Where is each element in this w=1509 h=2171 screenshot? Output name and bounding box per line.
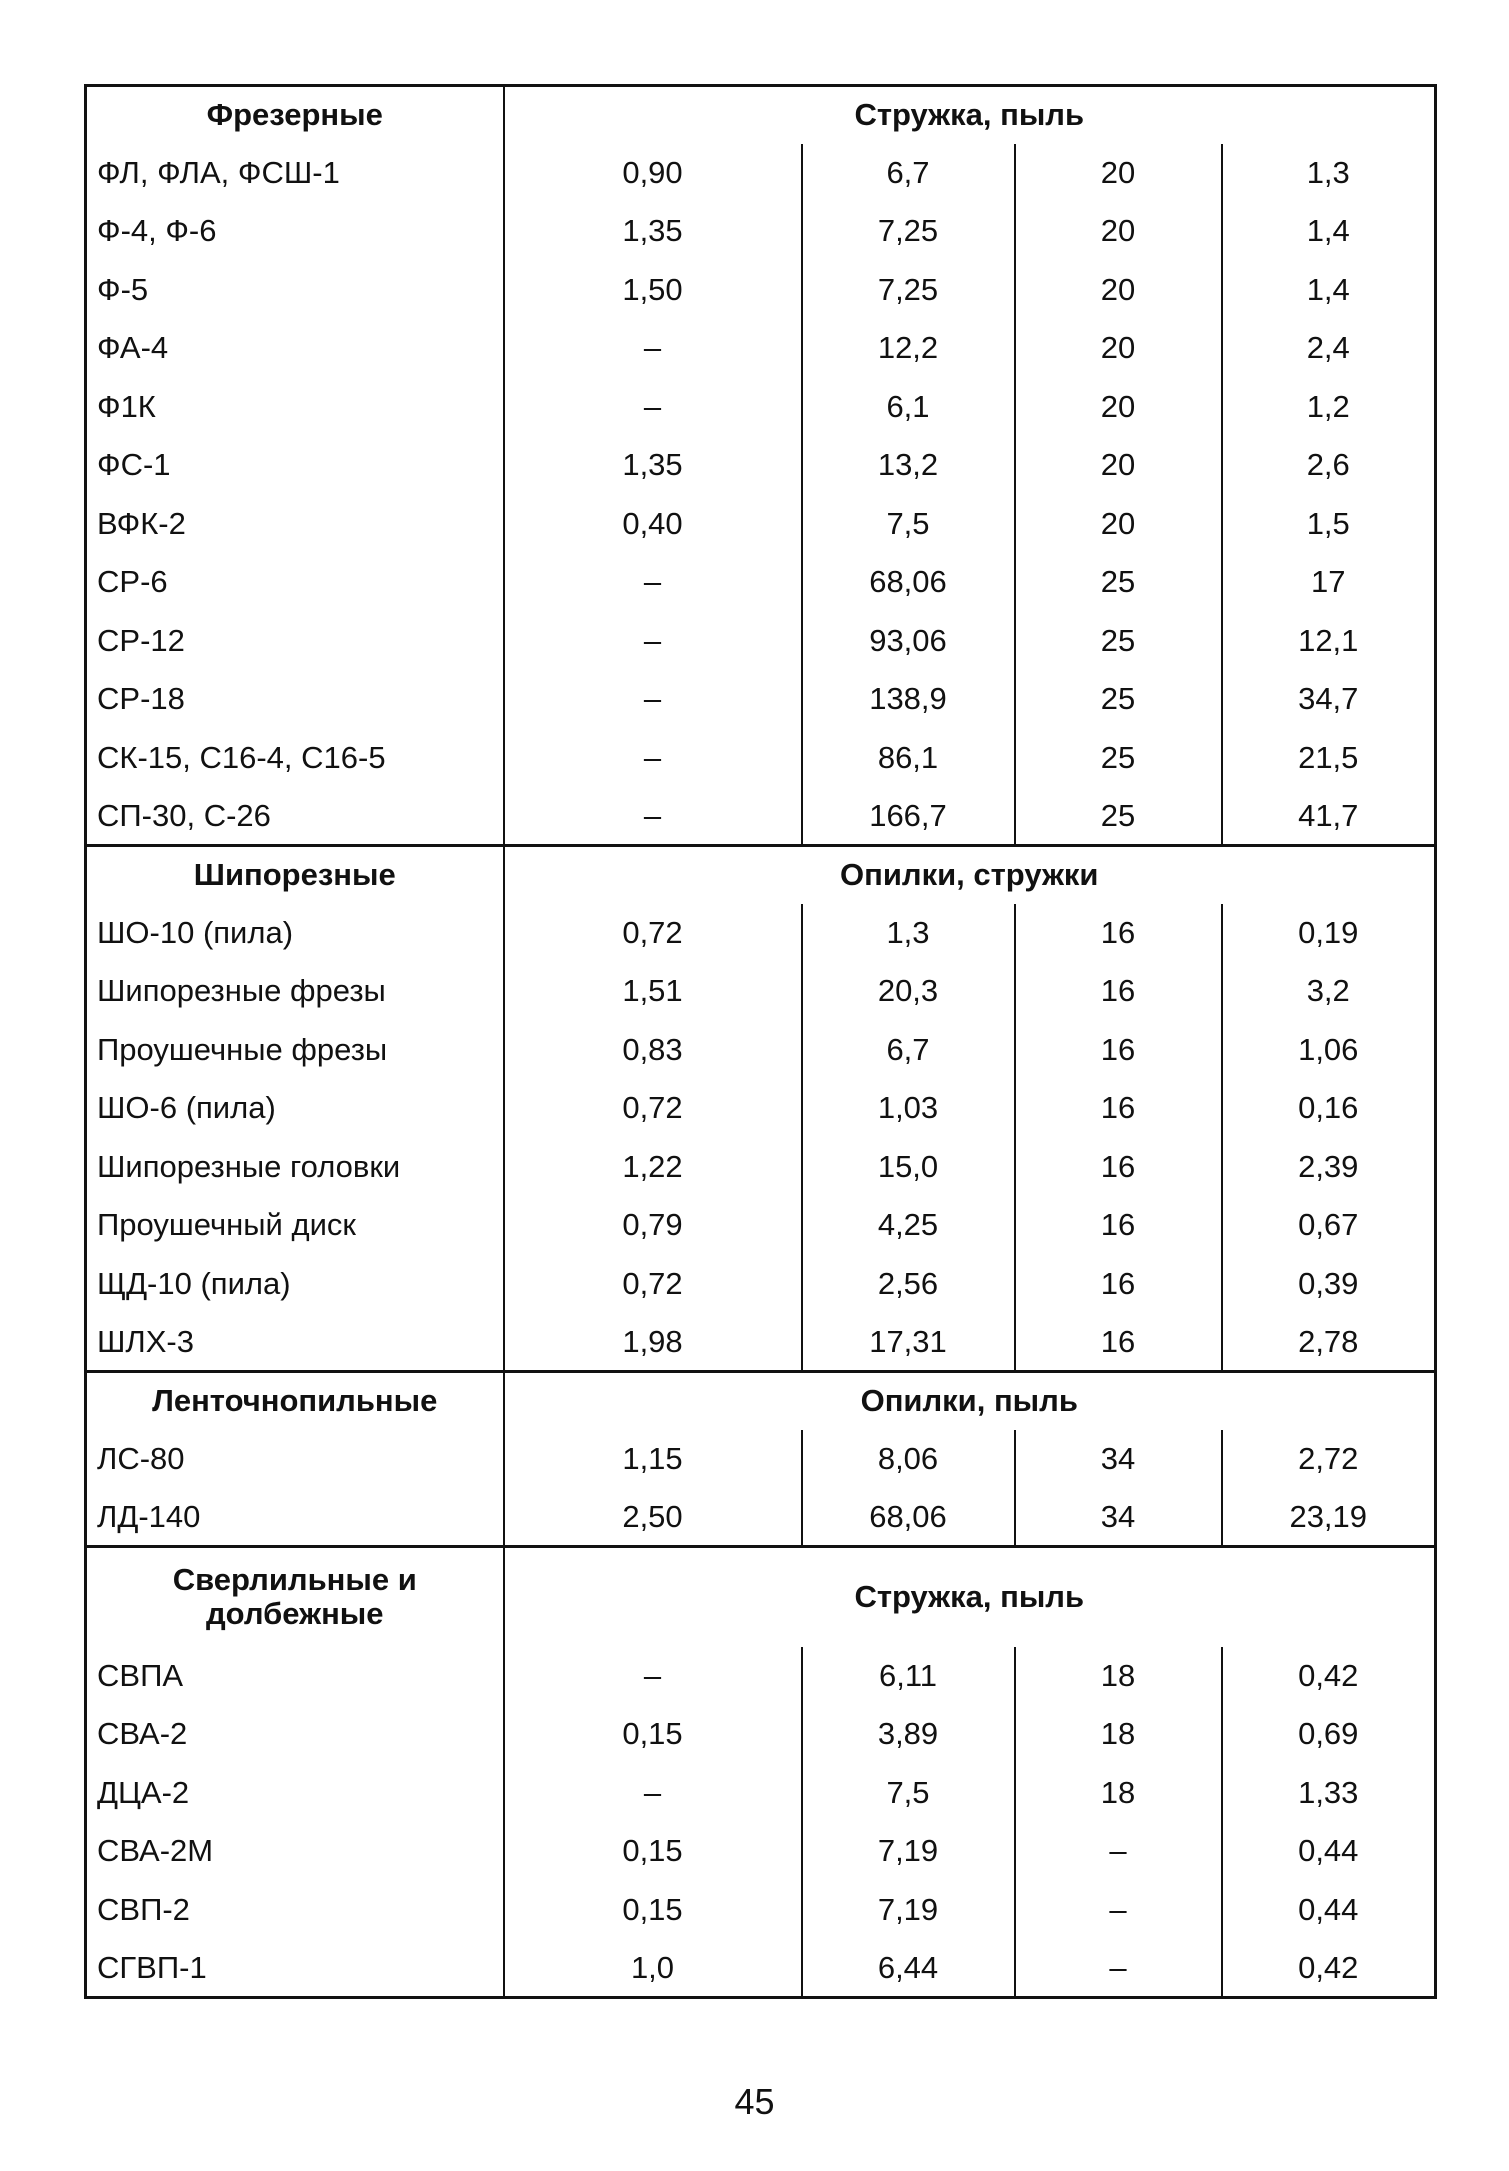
value-cell: 20 [1015,261,1222,320]
value-cell: 1,3 [802,904,1015,963]
value-cell: 1,0 [504,1939,802,1998]
machine-name-cell: Ф-4, Ф-6 [86,202,504,261]
machine-name-cell: ФС-1 [86,436,504,495]
table-row [86,1764,1436,1823]
table-row [86,1255,1436,1314]
value-cell: 25 [1015,729,1222,788]
value-cell: 166,7 [802,787,1015,846]
value-cell: 12,1 [1298,622,1359,658]
value-cell: 20 [1015,378,1222,437]
value-cell: 0,67 [1298,1207,1359,1243]
table-row [86,144,1436,203]
value-cell: 1,2 [1306,388,1350,424]
value-cell: 1,06 [1298,1031,1359,1067]
value-cell: – [504,378,802,437]
value-cell: 18 [1015,1647,1222,1706]
value-cell: 1,4 [1306,271,1350,307]
table-row [86,904,1436,963]
value-cell: 18 [1015,1705,1222,1764]
value-cell: 7,25 [802,261,1015,320]
machine-name-cell: ШО-10 (пила) [86,904,504,963]
value-cell: 0,16 [1298,1090,1359,1126]
machines-table [84,84,1437,1999]
machine-name-cell: Шипорезные головки [86,1138,504,1197]
value-cell: 0,44 [1298,1891,1359,1927]
machine-name-cell: СВА-2М [86,1822,504,1881]
value-cell: 34 [1015,1430,1222,1489]
table-row [86,1822,1436,1881]
table-row [86,962,1436,1021]
value-cell: 1,51 [504,962,802,1021]
value-cell: 1,33 [1298,1774,1359,1810]
value-cell: 1,98 [504,1313,802,1372]
waste-type-label: Стружка, пыль [854,97,1085,133]
table-row [86,1705,1436,1764]
value-cell: 20 [1015,202,1222,261]
value-cell: 2,6 [1306,447,1350,483]
table-row [86,495,1436,554]
value-cell: 17,31 [802,1313,1015,1372]
value-cell: 68,06 [802,553,1015,612]
table-row [86,436,1436,495]
value-cell: 7,19 [802,1822,1015,1881]
value-cell: 16 [1015,962,1222,1021]
value-cell: 0,42 [1298,1949,1359,1985]
table-row [86,1196,1436,1255]
machine-name-cell: СВА-2 [86,1705,504,1764]
table-row [86,378,1436,437]
value-cell: 13,2 [802,436,1015,495]
machine-name-cell: Шипорезные фрезы [86,962,504,1021]
value-cell: 1,5 [1306,505,1350,541]
value-cell: 12,2 [802,319,1015,378]
value-cell: 2,56 [802,1255,1015,1314]
value-cell: 1,35 [504,202,802,261]
table-row [86,787,1436,846]
table-row [86,261,1436,320]
value-cell: 0,15 [504,1822,802,1881]
table-row [86,553,1436,612]
value-cell: 0,72 [504,904,802,963]
table-row [86,1079,1436,1138]
value-cell: 6,11 [802,1647,1015,1706]
value-cell: 0,72 [504,1079,802,1138]
machine-name-cell: Ф-5 [86,261,504,320]
value-cell: 7,19 [802,1881,1015,1940]
value-cell: 16 [1015,1255,1222,1314]
machine-name-cell: Ф1К [86,378,504,437]
value-cell: 1,03 [802,1079,1015,1138]
value-cell: 20 [1015,495,1222,554]
table-row [86,319,1436,378]
value-cell: – [1015,1939,1222,1998]
value-cell: 20 [1015,144,1222,203]
value-cell: 25 [1015,787,1222,846]
value-cell: 0,79 [504,1196,802,1255]
value-cell: – [504,670,802,729]
value-cell: 16 [1015,1313,1222,1372]
table-row [86,612,1436,671]
value-cell: 2,78 [1298,1323,1359,1359]
value-cell: 16 [1015,1021,1222,1080]
value-cell: 21,5 [1298,739,1359,775]
value-cell: 20 [1015,319,1222,378]
value-cell: – [1015,1822,1222,1881]
value-cell: 1,22 [504,1138,802,1197]
value-cell: 25 [1015,553,1222,612]
value-cell: 0,83 [504,1021,802,1080]
table-row [86,1881,1436,1940]
group-header [86,1547,1436,1647]
value-cell: 0,39 [1298,1265,1359,1301]
value-cell: 6,44 [802,1939,1015,1998]
group-title: Шипорезные [86,846,504,904]
machine-name-cell: ВФК-2 [86,495,504,554]
value-cell: 93,06 [802,612,1015,671]
value-cell: 86,1 [802,729,1015,788]
machine-name-cell: СВПА [86,1647,504,1706]
value-cell: 20 [1015,436,1222,495]
value-cell: 15,0 [802,1138,1015,1197]
machine-name-cell: СП-30, С-26 [86,787,504,846]
value-cell: 7,5 [802,495,1015,554]
machine-name-cell: ФЛ, ФЛА, ФСШ-1 [86,144,504,203]
value-cell: 7,25 [802,202,1015,261]
machine-name-cell: ФА-4 [86,319,504,378]
group-header [86,1372,1436,1430]
value-cell: – [504,553,802,612]
value-cell: 0,69 [1298,1716,1359,1752]
machine-name-cell: ШО-6 (пила) [86,1079,504,1138]
group-header [86,86,1436,144]
value-cell: 0,90 [504,144,802,203]
value-cell: 2,39 [1298,1148,1359,1184]
machine-name-cell: СР-6 [86,553,504,612]
machine-name-cell: ШЛХ-3 [86,1313,504,1372]
table-row [86,1021,1436,1080]
value-cell: 34,7 [1298,681,1359,717]
value-cell: 6,7 [802,144,1015,203]
value-cell: – [1015,1881,1222,1940]
machine-name-cell: СР-12 [86,612,504,671]
value-cell: 3,89 [802,1705,1015,1764]
table-row [86,729,1436,788]
value-cell: – [504,1647,802,1706]
value-cell: 2,50 [504,1488,802,1547]
table-row [86,1138,1436,1197]
machines-table-body [86,86,1436,1998]
value-cell: 0,15 [504,1705,802,1764]
group-title: Фрезерные [86,86,504,144]
value-cell: 8,06 [802,1430,1015,1489]
value-cell: 17 [1311,564,1346,600]
value-cell: 2,4 [1306,330,1350,366]
machine-name-cell: ЛД-140 [86,1488,504,1547]
value-cell: 7,5 [802,1764,1015,1823]
value-cell: – [504,729,802,788]
value-cell: 18 [1015,1764,1222,1823]
table-row [86,1939,1436,1998]
value-cell: 68,06 [802,1488,1015,1547]
machine-name-cell: ЛС-80 [86,1430,504,1489]
value-cell: 23,19 [1289,1498,1368,1534]
table-row [86,670,1436,729]
table-row [86,1430,1436,1489]
value-cell: 4,25 [802,1196,1015,1255]
value-cell: 0,42 [1298,1657,1359,1693]
value-cell: 138,9 [802,670,1015,729]
group-title: Ленточнопильные [86,1372,504,1430]
value-cell: 16 [1015,1079,1222,1138]
machine-name-cell: ЩД-10 (пила) [86,1255,504,1314]
value-cell: 16 [1015,904,1222,963]
value-cell: 0,19 [1298,914,1359,950]
page-number: 45 [734,2081,775,2122]
value-cell: 16 [1015,1138,1222,1197]
value-cell: 1,15 [504,1430,802,1489]
machine-name-cell: ДЦА-2 [86,1764,504,1823]
machine-name-cell: СР-18 [86,670,504,729]
value-cell: 2,72 [1298,1440,1359,1476]
table-row [86,1488,1436,1547]
value-cell: 25 [1015,612,1222,671]
value-cell: 1,35 [504,436,802,495]
value-cell: 6,7 [802,1021,1015,1080]
value-cell: 0,15 [504,1881,802,1940]
value-cell: 3,2 [1306,973,1350,1009]
table-row [86,1313,1436,1372]
machine-name-cell: СВП-2 [86,1881,504,1940]
machine-name-cell: СК-15, С16-4, С16-5 [86,729,504,788]
group-title: Сверлильные и долбежные [86,1547,504,1647]
table-row [86,1647,1436,1706]
value-cell: – [504,1764,802,1823]
value-cell: 41,7 [1298,797,1359,833]
value-cell: – [504,787,802,846]
waste-type-label: Опилки, стружки [504,846,1436,904]
machine-name-cell: Проушечный диск [86,1196,504,1255]
waste-type-label: Стружка, пыль [504,1547,1436,1647]
value-cell: 25 [1015,670,1222,729]
value-cell: 0,72 [504,1255,802,1314]
machine-name-cell: Проушечные фрезы [86,1021,504,1080]
value-cell: 6,1 [802,378,1015,437]
value-cell: 1,50 [504,261,802,320]
waste-type-label: Опилки, пыль [504,1372,1436,1430]
value-cell: 0,40 [504,495,802,554]
machine-name-cell: СГВП-1 [86,1939,504,1998]
value-cell: 0,44 [1298,1833,1359,1869]
value-cell: 1,3 [1306,154,1350,190]
value-cell: – [504,612,802,671]
value-cell: 20,3 [802,962,1015,1021]
table-row [86,202,1436,261]
group-header [86,846,1436,904]
value-cell: 1,4 [1306,213,1350,249]
value-cell: 34 [1015,1488,1222,1547]
value-cell: 16 [1015,1196,1222,1255]
value-cell: – [504,319,802,378]
